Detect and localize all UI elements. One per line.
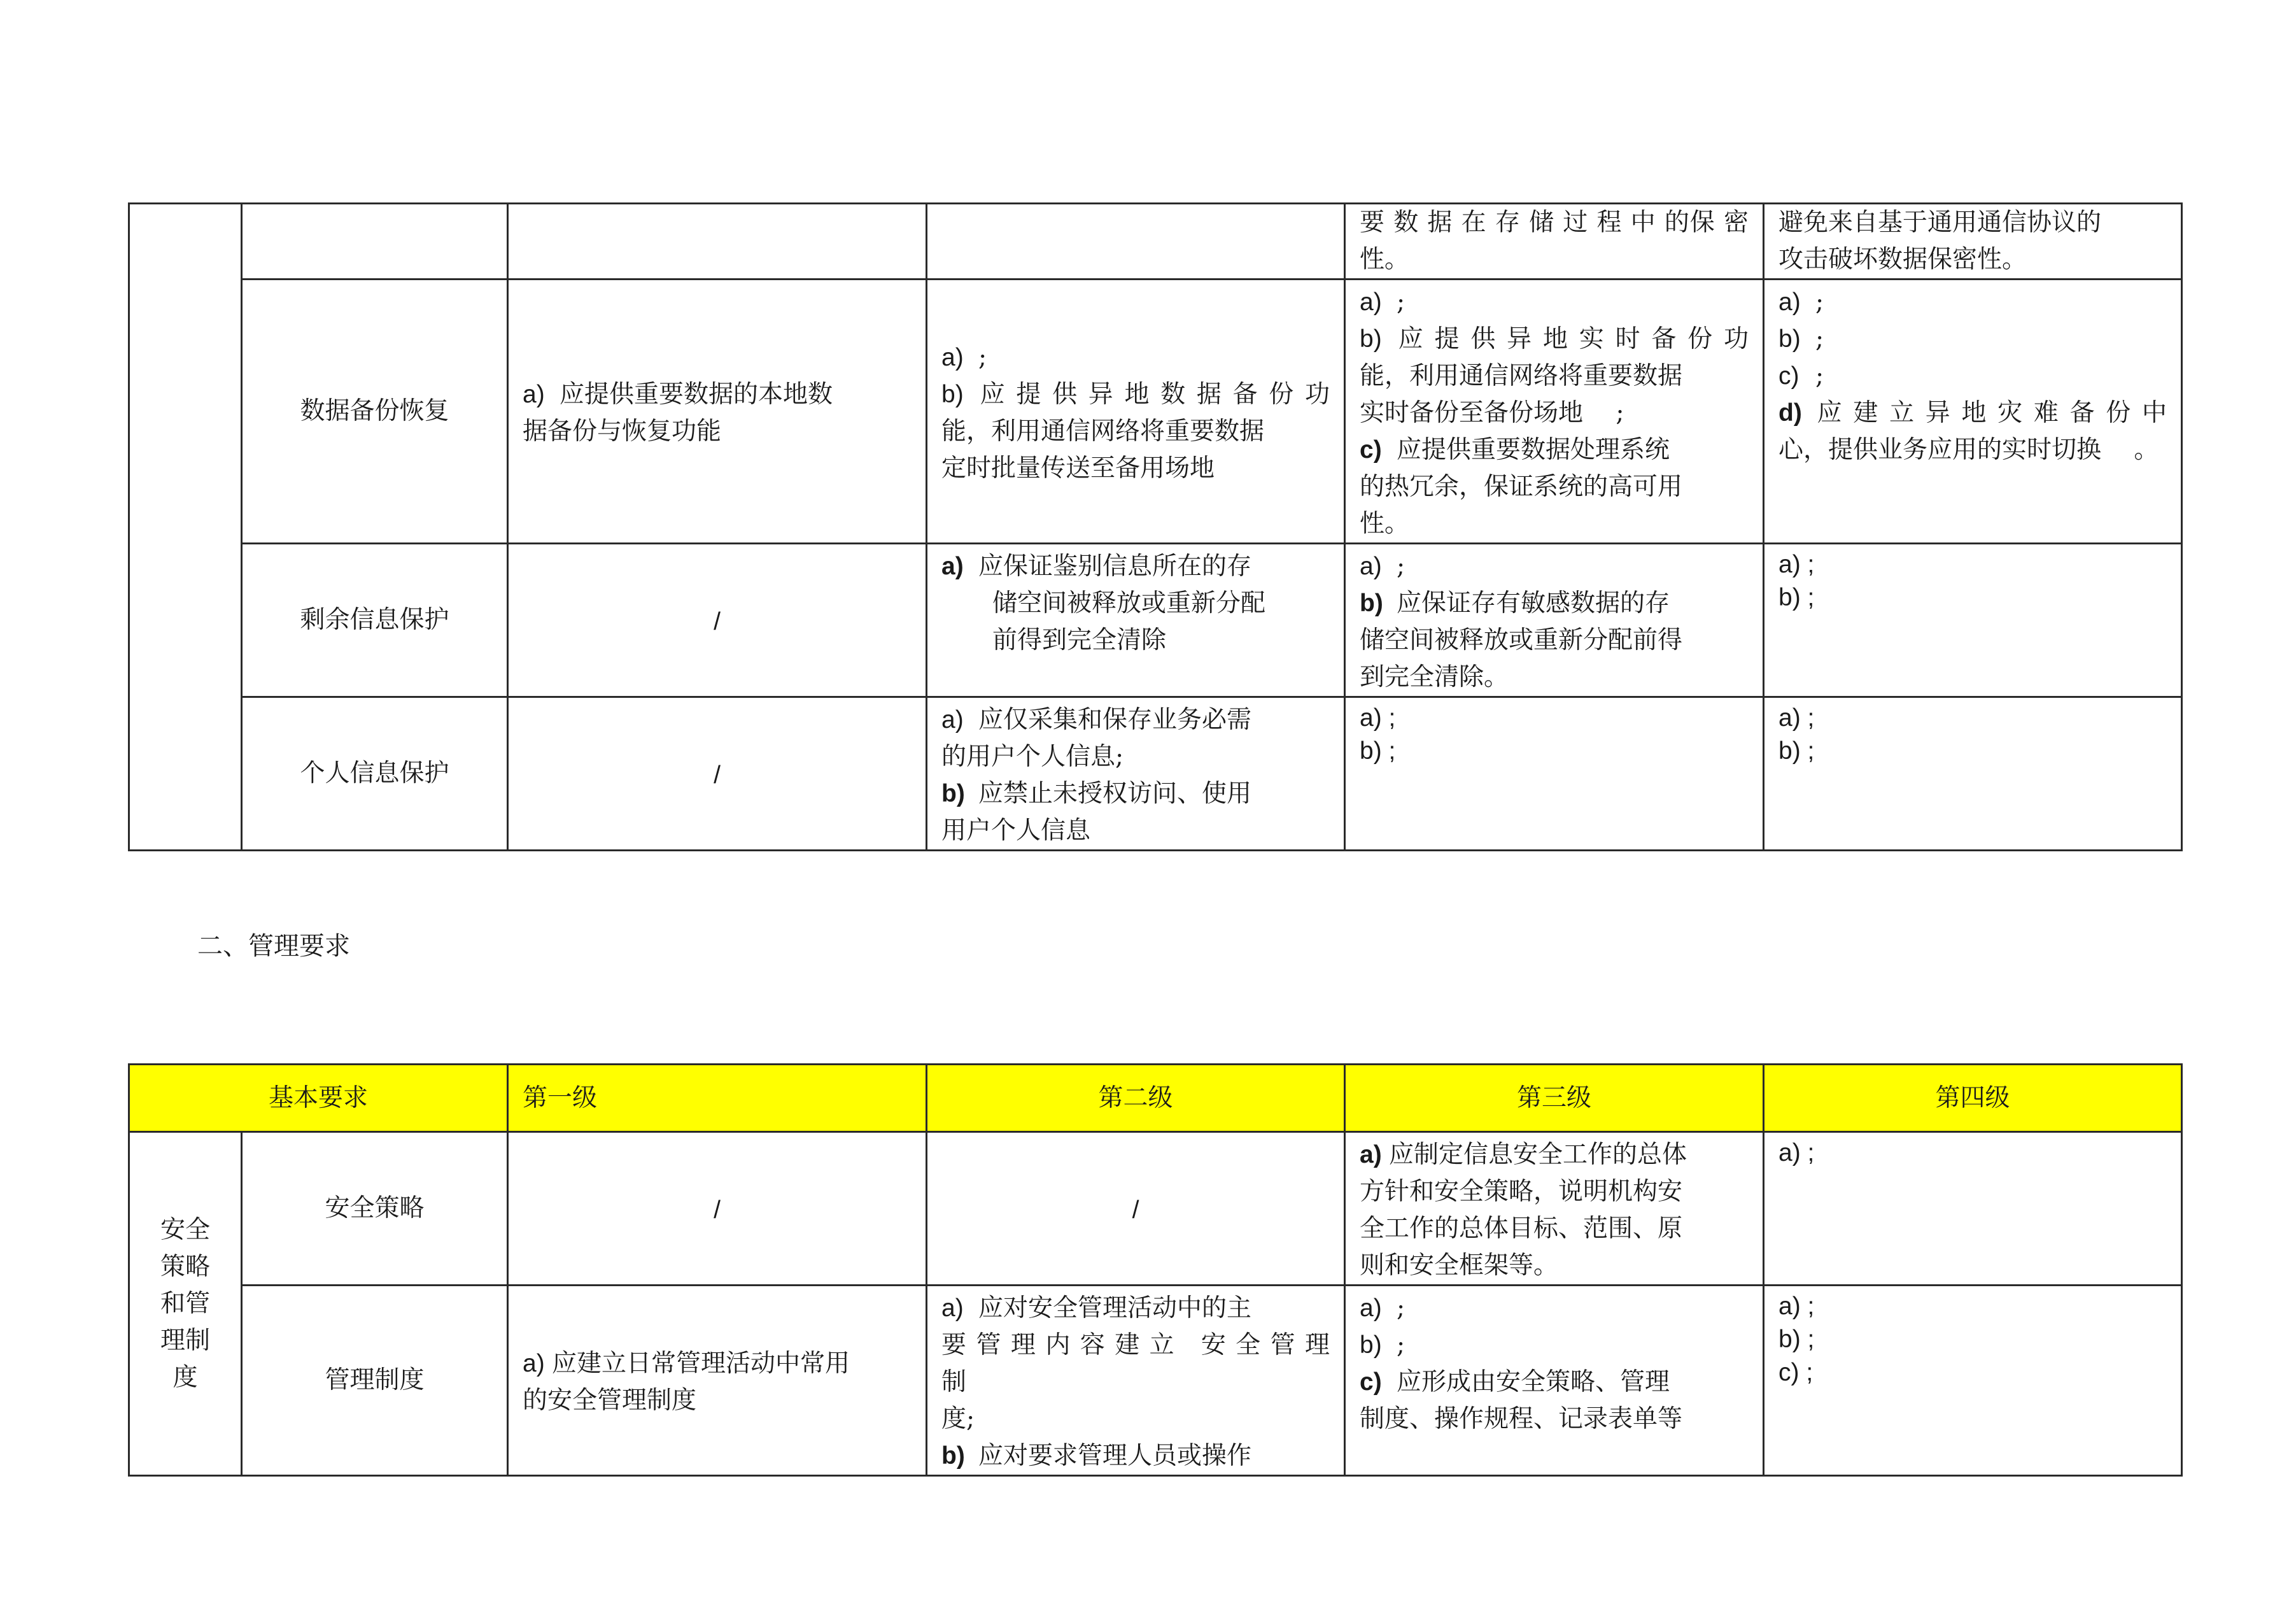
tech-requirements-table-continued — [128, 202, 2183, 851]
item-name-cell: 剩余信息保护 — [242, 544, 508, 697]
text-line: ; — [1815, 362, 1824, 390]
table-row — [129, 1132, 2182, 1286]
list-marker: b) — [1360, 325, 1382, 353]
level2-cell: / — [927, 1132, 1345, 1286]
list-marker: a) — [523, 381, 545, 408]
text-line: 性。 — [1360, 509, 1410, 538]
level4-cell — [1764, 1132, 2182, 1286]
level1-cell — [508, 204, 927, 280]
text-line: 方针和安全策略，说明机构安 — [1360, 1177, 1683, 1206]
text-line: 能，利用通信网络将重要数据 — [1360, 362, 1683, 390]
text-line: 要 数 据 在 存 储 过 程 中 的保 密 — [1360, 208, 1749, 237]
level4-cell — [1764, 1286, 2182, 1476]
text-line: b) ; — [1778, 737, 1815, 765]
list-marker: d) — [1778, 399, 1802, 427]
table-row — [129, 204, 2182, 280]
list-marker: b) — [941, 780, 965, 807]
text-line: ; — [1397, 1294, 1405, 1322]
level3-cell — [1345, 204, 1764, 280]
section-heading: 二、管理要求 — [197, 932, 350, 961]
level2-cell — [927, 544, 1345, 697]
list-marker: b) — [941, 381, 964, 408]
level3-cell — [1345, 697, 1764, 851]
level3-cell — [1345, 1132, 1764, 1286]
text-line: a) ; — [1778, 704, 1815, 732]
header-basic-requirements: 基本要求 — [129, 1065, 508, 1132]
text-line: 应保证鉴别信息所在的存 — [978, 552, 1252, 581]
text-line: 全工作的总体目标、范围、原 — [1360, 1214, 1683, 1243]
list-marker: b) — [1360, 590, 1383, 617]
list-marker: a) — [941, 1294, 964, 1322]
level2-cell — [927, 1286, 1355, 1476]
text-line: 制度、操作规程、记录表单等 — [1360, 1405, 1683, 1433]
text-line: 应保证存有敏感数据的存 — [1397, 589, 1670, 618]
text-line: a) ; — [1778, 1139, 1815, 1166]
text-line: 应制定信息安全工作的总体 — [1389, 1140, 1687, 1169]
text-line: 应 提 供 异 地 实 时 备 份 功 — [1397, 325, 1749, 353]
text-line: 据备份与恢复功能 — [523, 417, 722, 446]
list-marker: a) — [1360, 553, 1382, 580]
level3-cell — [1345, 1286, 1764, 1476]
item-name-cell: 安全策略 — [242, 1132, 508, 1286]
text-line: 应对安全管理活动中的主 — [978, 1294, 1252, 1322]
list-marker: a) — [1778, 288, 1801, 316]
text-line: 前得到完全清除 — [992, 626, 1167, 655]
text-line: 定时批量传送至备用场地 — [941, 454, 1215, 483]
list-marker: c) — [1778, 362, 1799, 390]
category-line: 理制 — [160, 1326, 210, 1355]
text-line: ; — [1815, 288, 1824, 316]
header-level3: 第三级 — [1345, 1065, 1764, 1132]
table-header-row — [129, 1065, 2182, 1132]
category-cell — [129, 1132, 242, 1476]
text-line: a) ; — [1778, 551, 1815, 578]
management-requirements-table — [128, 1063, 2183, 1477]
category-line: 度 — [173, 1363, 198, 1392]
text-line: 储空间被释放或重新分配 — [992, 589, 1266, 618]
table-row — [129, 697, 2182, 851]
header-level1: 第一级 — [508, 1065, 927, 1132]
level4-cell — [1764, 204, 2182, 280]
list-marker: b) — [1360, 1331, 1382, 1359]
text-line: 应提供重要数据处理系统 — [1397, 436, 1670, 464]
level4-cell — [1764, 697, 2182, 851]
text-line: 性。 — [1360, 245, 1410, 274]
text-line: 攻击破坏数据保密性。 — [1778, 245, 2027, 274]
level2-cell — [927, 280, 1345, 544]
list-marker: a) — [941, 706, 964, 734]
text-line: a) ; — [1778, 1293, 1815, 1320]
text-line: ; — [978, 343, 987, 372]
text-line: 则和安全框架等。 — [1360, 1251, 1559, 1280]
text-line: 避免来自基于通用通信协议的 — [1778, 208, 2102, 237]
list-marker: a) — [941, 344, 964, 371]
category-line: 策略 — [160, 1252, 210, 1281]
text-line: 应对要求管理人员或操作 — [978, 1442, 1252, 1470]
list-marker: a) — [523, 1350, 545, 1377]
item-name-cell: 个人信息保护 — [242, 697, 508, 851]
text-line: 应 建 立 异 地 灾 难 备 份 中 — [1815, 399, 2167, 427]
item-name-cell — [242, 204, 508, 280]
list-marker: a) — [1360, 1294, 1382, 1322]
text-line: 应禁止未授权访问、使用 — [978, 779, 1252, 808]
list-marker: c) — [1360, 1368, 1382, 1396]
level1-cell: / — [508, 1132, 927, 1286]
text-line: 应形成由安全策略、管理 — [1397, 1368, 1670, 1396]
text-line: 用户个人信息 — [941, 816, 1091, 845]
text-line: 到完全清除。 — [1360, 663, 1509, 691]
item-name-cell: 数据备份恢复 — [242, 280, 508, 544]
list-marker: b) — [941, 1442, 965, 1470]
text-line: b) ; — [1778, 1326, 1815, 1353]
header-level4: 第四级 — [1764, 1065, 2182, 1132]
category-line: 和管 — [160, 1289, 210, 1318]
text-line: 应 提 供 异 地 数 据 备 份 功 — [978, 380, 1330, 409]
list-marker: c) — [1360, 436, 1382, 464]
text-line: 心，提供业务应用的实时切换 。 — [1778, 436, 2159, 464]
text-line: 实时备份至备份场地 ; — [1360, 399, 1624, 427]
level1-cell: / — [508, 544, 927, 697]
level4-cell — [1764, 544, 2182, 697]
table-row — [129, 280, 2182, 544]
text-line: b) ; — [1360, 737, 1396, 765]
list-marker: a) — [1360, 288, 1382, 316]
text-line: b) ; — [1778, 584, 1815, 611]
level1-cell: / — [508, 697, 927, 851]
level1-cell — [508, 280, 927, 544]
text-line: 的用户个人信息; — [941, 742, 1124, 771]
header-level2: 第二级 — [927, 1065, 1345, 1132]
text-line: c) ; — [1778, 1359, 1814, 1386]
text-line: 应建立日常管理活动中常用 — [552, 1349, 850, 1378]
text-line: 的热冗余，保证系统的高可用 — [1360, 472, 1683, 501]
text-line: ; — [1397, 552, 1405, 581]
list-marker: a) — [941, 553, 964, 580]
text-line: ; — [1815, 325, 1824, 353]
list-marker: a) — [1360, 1141, 1382, 1168]
level3-cell — [1345, 544, 1764, 697]
text-line: ; — [1397, 1331, 1405, 1359]
table-row — [129, 1286, 2182, 1476]
table-row — [129, 544, 2182, 697]
text-line: 的安全管理制度 — [523, 1386, 697, 1415]
list-marker: b) — [1778, 325, 1801, 353]
text-line: ; — [1397, 288, 1405, 316]
text-line: a) ; — [1360, 704, 1396, 732]
category-line: 安全 — [160, 1215, 210, 1244]
category-cell-empty — [129, 204, 242, 851]
text-line: 储空间被释放或重新分配前得 — [1360, 626, 1683, 655]
level1-cell — [508, 1286, 927, 1476]
level3-cell — [1345, 280, 1764, 544]
level4-cell — [1764, 280, 2182, 544]
level2-cell — [927, 697, 1345, 851]
level2-cell — [927, 204, 1345, 280]
text-line: 应提供重要数据的本地数 — [560, 380, 833, 409]
item-name-cell: 管理制度 — [242, 1286, 508, 1476]
text-line: 要 管 理 内 容 建 立 安 全 管 理 制 — [941, 1331, 1355, 1396]
text-line: 度; — [941, 1405, 975, 1433]
text-line: 能，利用通信网络将重要数据 — [941, 417, 1265, 446]
text-line: 应仅采集和保存业务必需 — [978, 705, 1252, 734]
